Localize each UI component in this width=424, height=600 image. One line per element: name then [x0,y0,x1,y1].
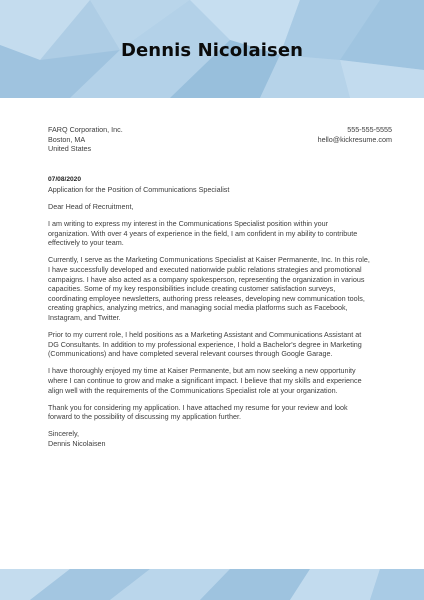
recipient-country: United States [48,144,92,154]
text-line: (Communications) and have completed several relevant courses through Google Garage. [48,349,333,359]
signature: Dennis Nicolaisen [48,438,106,448]
text-line: Thank you for considering my application. I have attached my resume for your review and look [48,402,348,412]
contact-info [318,125,392,144]
contact-email: hello@kickresume.com [317,134,392,144]
sign-off [48,429,394,448]
paragraph-prior-roles [48,330,394,359]
paragraph-motivation [48,366,394,395]
footer-banner [0,569,424,600]
text-line: Currently, I serve as the Marketing Communications Specialist at Kaiser Permanente, Inc. In this role, [48,255,370,265]
paragraph-intro [48,219,394,248]
text-line: DG Consultants. In addition to my professional experience, I hold a Bachelor's degree in Marketing [48,339,362,349]
text-line: organization. With over 4 years of experience in the field, I am confident in my ability to contribute [48,228,358,238]
letter-date: 07/08/2020 [48,176,82,183]
recipient-city: Boston, MA [48,134,86,144]
text-line: Prior to my current role, I held positions as a Marketing Assistant and Communications Assistant at [48,330,362,340]
text-line: coordinating employee newsletters, authoring press releases, developing new communication tools, [48,293,365,303]
text-line: forward to the possibility of discussing my application further. [48,412,241,422]
text-line: I am writing to express my interest in the Communications Specialist position within your [48,219,329,229]
closing: Sincerely, [48,429,80,439]
letter-body [48,202,394,456]
footer-pattern [0,569,424,600]
text-line: Instagram, and Twitter. [48,312,121,322]
contact-phone: 555-555-5555 [347,125,392,134]
greeting: Dear Head of Recruitment, [48,202,134,211]
text-line: where I can continue to grow and make a significant impact. I believe that my skills and experience [48,375,362,385]
text-line: campaigns. I have also acted as a company spokesperson, representing the organization in various [48,274,365,284]
text-line: I have thoroughly enjoyed my time at Kaiser Permanente, but am now seeking a new opportunity [48,366,356,376]
header-banner [0,0,424,98]
paragraph-current-role [48,255,394,322]
paragraph-thanks [48,403,394,422]
text-line: capacities. Some of my key responsibilities include creating customer satisfaction surveys, [48,284,336,294]
letter-subject: Application for the Position of Communications Specialist [48,185,230,194]
text-line: I have successfully developed and executed nationwide public relations strategies and promotional [48,264,362,274]
applicant-name: Dennis Nicolaisen [120,40,304,61]
text-line: align well with the requirements of the Communications Specialist role at your organization. [48,385,338,395]
recipient-address [48,125,123,154]
text-line: creating graphics, analyzing metrics, and managing social media platforms such as Facebook, [48,303,348,313]
recipient-company: FARQ Corporation, Inc. [48,125,123,134]
text-line: effectively to your team. [48,238,124,248]
